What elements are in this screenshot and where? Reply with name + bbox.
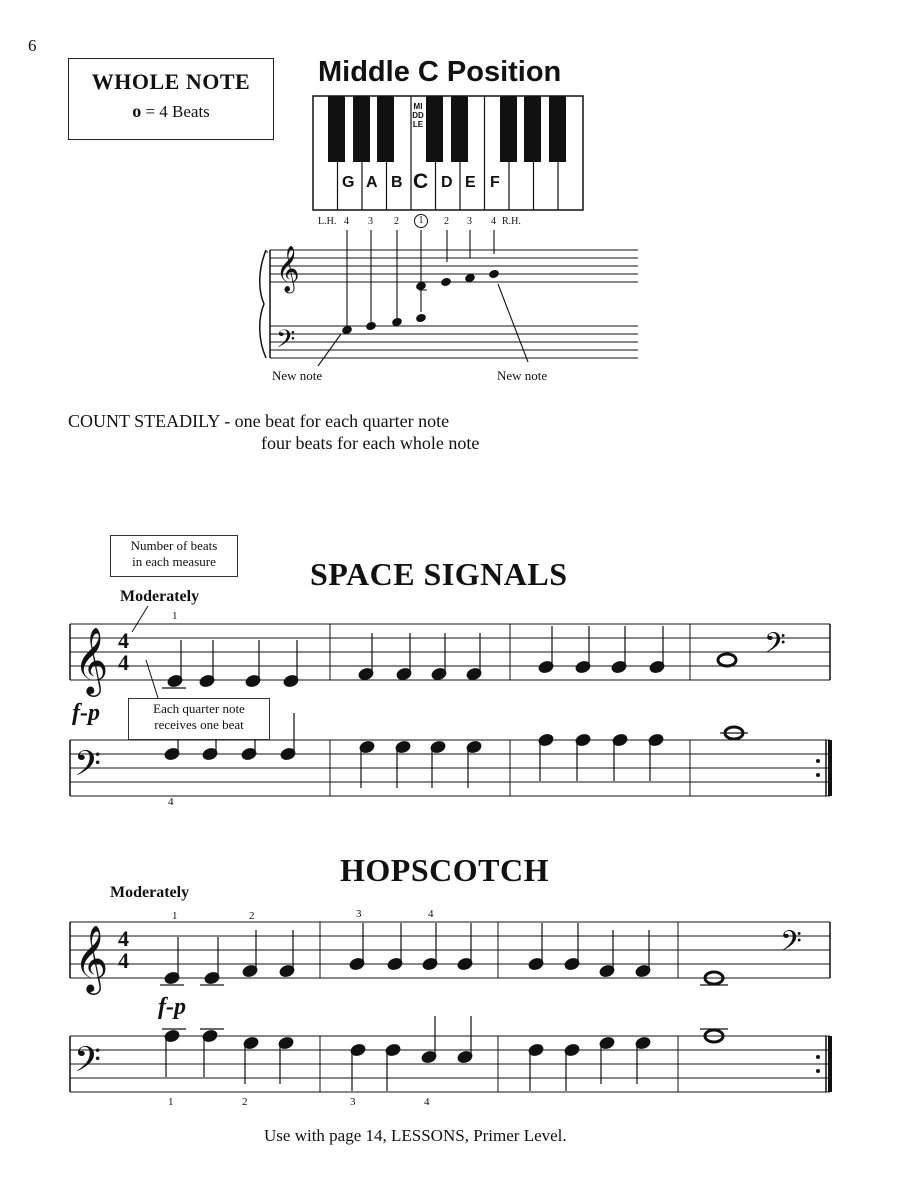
callout-quarter-note bbox=[128, 698, 270, 740]
new-note-right-label: New note bbox=[497, 368, 548, 383]
count-steadily-line1: COUNT STEADILY - one beat for each quarter note bbox=[68, 411, 450, 431]
key-letter: B bbox=[391, 174, 403, 191]
time-sig-top: 4 bbox=[118, 628, 129, 653]
finger-number: 4 bbox=[344, 216, 349, 227]
whole-note-definition-text: = 4 Beats bbox=[145, 102, 210, 121]
treble-clef-icon: 𝄞 bbox=[276, 246, 300, 292]
whole-note-title: WHOLE NOTE bbox=[91, 69, 251, 94]
callout-line: in each measure bbox=[132, 554, 216, 569]
key-letter: A bbox=[366, 174, 378, 191]
finger-number: 2 bbox=[242, 1096, 248, 1108]
bass-clef-icon: 𝄢 bbox=[276, 325, 296, 360]
finger-number: 2 bbox=[394, 216, 399, 227]
song-title-space-signals: SPACE SIGNALS bbox=[310, 556, 568, 592]
rh-label: R.H. bbox=[502, 216, 521, 227]
finger-number: 1 bbox=[172, 910, 178, 922]
dynamics-marking: f-p bbox=[72, 700, 100, 726]
treble-clef-icon: 𝄞 bbox=[74, 924, 109, 992]
middle-label: MIDDLE bbox=[412, 102, 424, 129]
finger-number: 4 bbox=[491, 216, 496, 227]
finger-number: 3 bbox=[467, 216, 472, 227]
keyboard-title: Middle C Position bbox=[318, 56, 562, 88]
finger-number: 1 bbox=[168, 1096, 174, 1108]
lh-label: L.H. bbox=[318, 216, 337, 227]
time-sig-bottom: 4 bbox=[118, 650, 129, 675]
finger-number: 4 bbox=[168, 796, 174, 808]
dynamics-marking: f-p bbox=[158, 994, 186, 1020]
callout-line: Each quarter note bbox=[153, 701, 245, 716]
finger-number: 3 bbox=[350, 1096, 356, 1108]
new-note-left-label: New note bbox=[272, 368, 323, 383]
key-letter: G bbox=[342, 174, 355, 191]
callout-line: Number of beats bbox=[130, 538, 218, 553]
tempo-marking: Moderately bbox=[120, 588, 200, 605]
time-sig-bottom: 4 bbox=[118, 948, 129, 973]
finger-number: 3 bbox=[356, 908, 362, 920]
footer-note: Use with page 14, LESSONS, Primer Level. bbox=[264, 1126, 567, 1145]
whole-note-symbol: o bbox=[132, 101, 142, 121]
finger-number: 4 bbox=[428, 908, 434, 920]
whole-note-icon bbox=[718, 654, 736, 666]
finger-number: 2 bbox=[249, 910, 255, 922]
tempo-marking: Moderately bbox=[110, 884, 190, 901]
time-sig-top: 4 bbox=[118, 926, 129, 951]
bass-clef-icon: 𝄢 bbox=[74, 1039, 102, 1088]
key-letter: F bbox=[490, 174, 500, 191]
finger-number: 1 bbox=[172, 610, 178, 622]
finger-number: 3 bbox=[368, 216, 373, 227]
finger-number-circled: 1 bbox=[414, 214, 428, 228]
treble-clef-icon: 𝄞 bbox=[74, 626, 109, 694]
callout-beats-per-measure bbox=[110, 535, 238, 577]
callout-line: receives one beat bbox=[154, 717, 244, 732]
page-number: 6 bbox=[28, 36, 37, 55]
finger-number: 4 bbox=[424, 1096, 430, 1108]
finger-number: 2 bbox=[444, 216, 449, 227]
bass-clef-change-icon: 𝄢 bbox=[780, 925, 802, 965]
key-letter: E bbox=[465, 174, 476, 191]
piano-keyboard bbox=[313, 96, 583, 210]
key-letter-middle-c: C bbox=[413, 170, 429, 193]
count-steadily-line2: four beats for each whole note bbox=[261, 433, 480, 453]
key-letter: D bbox=[441, 174, 453, 191]
middle-c-staff bbox=[260, 250, 638, 358]
song-title-hopscotch: HOPSCOTCH bbox=[340, 852, 549, 888]
bass-clef-icon: 𝄢 bbox=[74, 743, 102, 792]
bass-clef-change-icon: 𝄢 bbox=[764, 627, 786, 667]
